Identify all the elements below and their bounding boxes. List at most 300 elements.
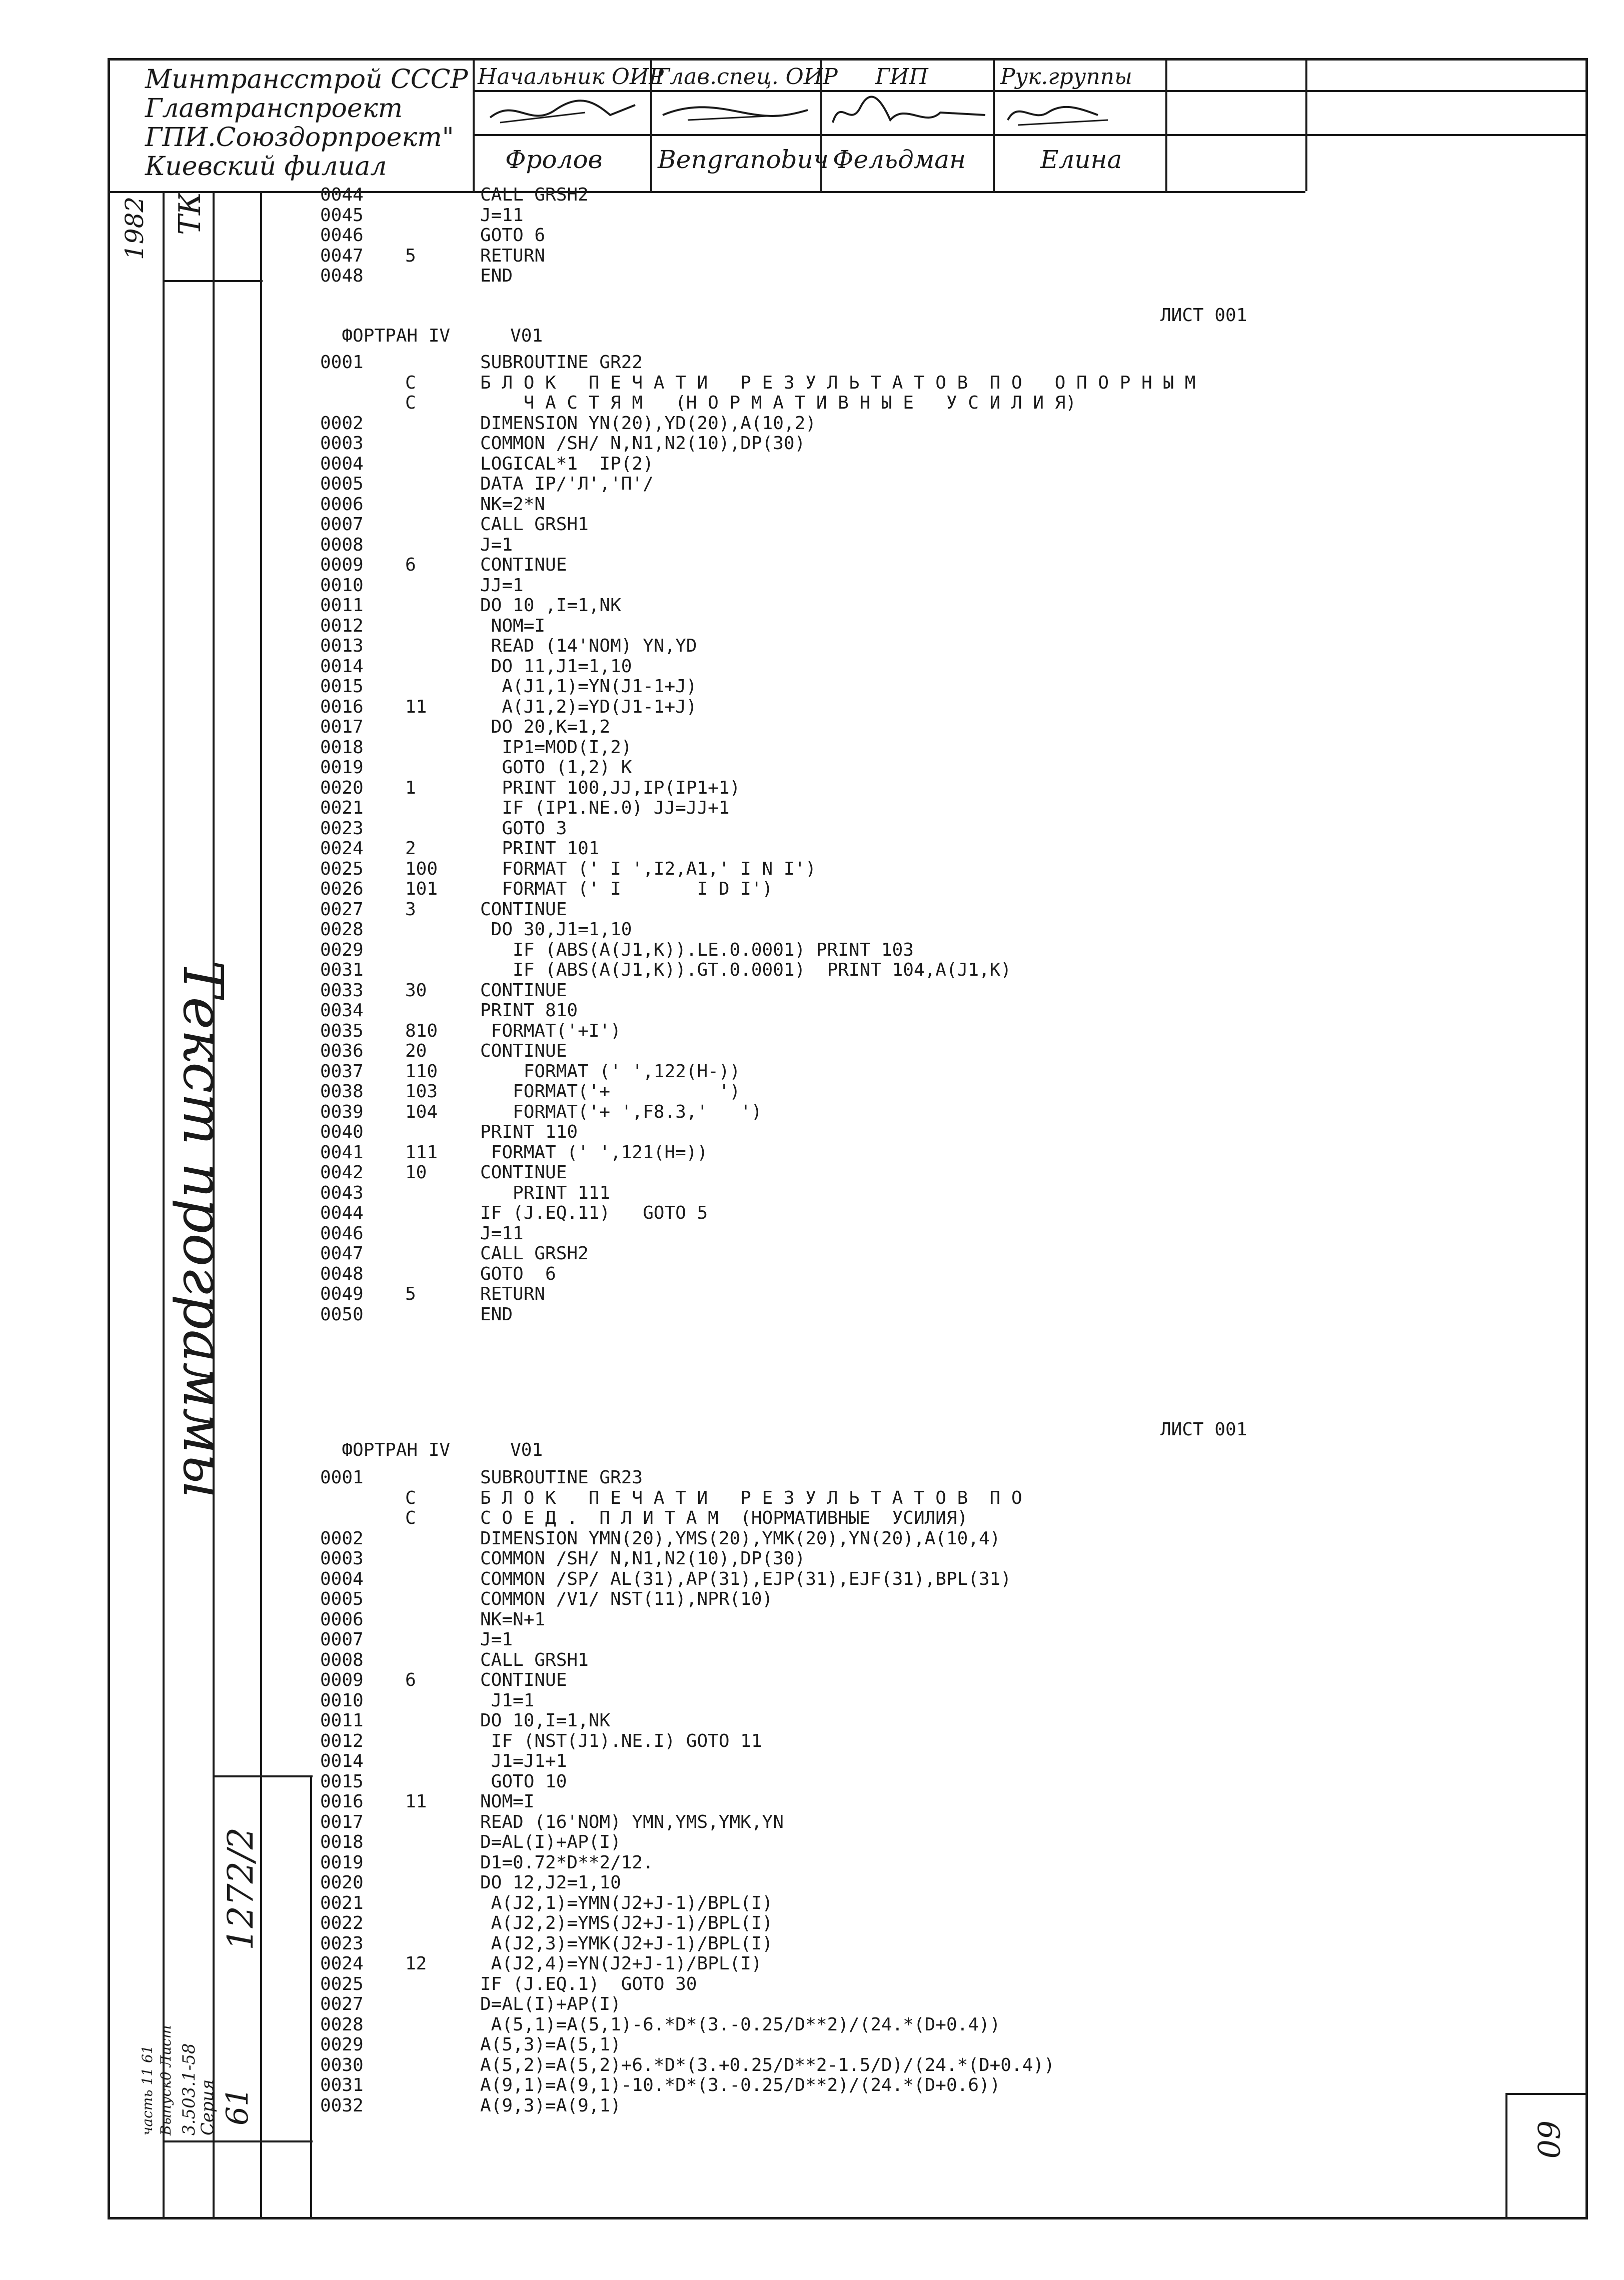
line-number: 0033 (320, 980, 364, 1001)
code-line (320, 920, 1195, 940)
org-line: Минтрансстрой СССР (145, 65, 468, 95)
statement-text: GOTO 10 (480, 1771, 567, 1792)
statement-label: 30 (405, 980, 427, 1001)
statement-text: SUBROUTINE GR23 (480, 1467, 643, 1488)
statement-text: A(5,2)=A(5,2)+6.*D*(3.+0.25/D**2-1.5/D)/(24.*(D+0.4)) (480, 2054, 1055, 2075)
signature (658, 93, 818, 133)
code-line (320, 940, 1195, 961)
statement-text: A(J2,1)=YMN(J2+J-1)/BPL(I) (480, 1892, 773, 1913)
statement-text: D=AL(I)+AP(I) (480, 1832, 621, 1852)
line-number: 0021 (320, 1892, 364, 1913)
line-number: 0016 (320, 696, 364, 717)
code-line (320, 1508, 1055, 1529)
code-line (320, 1630, 1055, 1650)
statement-label: 5 (405, 245, 416, 266)
statement-text: FORMAT (' I ',I2,A1,' I N I') (480, 858, 816, 879)
statement-text: J1=1 (480, 1690, 535, 1711)
statement-text: LOGICAL*1 IP(2) (480, 453, 654, 474)
line-number: 0010 (320, 575, 364, 596)
statement-text: IP1=MOD(I,2) (480, 737, 632, 758)
statement-text: IF (J.EQ.1) GOTO 30 (480, 1973, 697, 1994)
statement-label: 6 (405, 555, 416, 575)
statement-label: 11 (405, 696, 427, 717)
margin-line (310, 1775, 312, 2219)
statement-text: CALL GRSH1 (480, 1649, 589, 1670)
statement-text: A(5,3)=A(5,1) (480, 2034, 621, 2055)
statement-text: A(J1,1)=YN(J1-1+J) (480, 676, 697, 697)
line-number: 0012 (320, 1730, 364, 1751)
code-line (320, 1974, 1055, 1995)
code-line (320, 1913, 1055, 1934)
line-number: 0027 (320, 1994, 364, 2014)
code-line (320, 778, 1195, 799)
code-line (320, 266, 589, 287)
code-line (320, 819, 1195, 839)
statement-text: A(J1,2)=YD(J1-1+J) (480, 696, 697, 717)
code-line (320, 246, 589, 267)
line-number: 0001 (320, 1467, 364, 1488)
statement-label: C (405, 393, 416, 413)
code-line (320, 515, 1195, 535)
line-number: 0014 (320, 656, 364, 677)
statement-text: J=11 (480, 1223, 524, 1244)
code-line (320, 1650, 1055, 1671)
code-line (320, 1082, 1195, 1102)
line-number: 0029 (320, 939, 364, 960)
statement-label: 10 (405, 1162, 427, 1183)
line-number: 0015 (320, 676, 364, 697)
code-line (320, 2096, 1055, 2116)
code-line (320, 1264, 1195, 1285)
line-number: 0047 (320, 1243, 364, 1264)
line-number: 0038 (320, 1081, 364, 1102)
code-line (320, 495, 1195, 515)
code-line (320, 353, 1195, 373)
line-number: 0028 (320, 2014, 364, 2035)
statement-text: NK=2*N (480, 494, 546, 515)
line-number: 0048 (320, 266, 364, 286)
line-number: 0044 (320, 1203, 364, 1223)
statement-text: CONTINUE (480, 899, 567, 920)
code-line (320, 2075, 1055, 2096)
statement-text: NK=N+1 (480, 1609, 546, 1630)
line-number: 0034 (320, 1000, 364, 1021)
statement-text: READ (16'NOM) YMN,YMS,YMK,YN (480, 1811, 784, 1832)
statement-text: DATA IP/'Л','П'/ (480, 474, 654, 494)
statement-text: COMMON /V1/ NST(11),NPR(10) (480, 1589, 773, 1609)
line-number: 0013 (320, 636, 364, 656)
code-line (320, 636, 1195, 657)
role-header: Рук.группы (1000, 64, 1132, 90)
statement-text: DO 30,J1=1,10 (480, 919, 632, 940)
statement-text: CALL GRSH2 (480, 1243, 589, 1264)
statement-text: PRINT 100,JJ,IP(IP1+1) (480, 777, 741, 798)
code-line (320, 414, 1195, 434)
line-number: 0014 (320, 1751, 364, 1771)
code-line (320, 576, 1195, 596)
code-line (320, 1284, 1195, 1305)
statement-text: IF (J.EQ.11) GOTO 5 (480, 1203, 708, 1223)
line-number: 0004 (320, 1568, 364, 1589)
code-line (320, 1549, 1055, 1569)
line-number: 0002 (320, 1528, 364, 1549)
code-block-0 (320, 185, 589, 287)
code-line (320, 474, 1195, 495)
line-number: 0037 (320, 1061, 364, 1082)
code-line (320, 1468, 1055, 1488)
statement-label: 12 (405, 1953, 427, 1974)
line-number: 0048 (320, 1263, 364, 1284)
code-line (320, 2015, 1055, 2035)
code-line (320, 1994, 1055, 2015)
margin-line (163, 2140, 313, 2142)
statement-label: 111 (405, 1142, 438, 1163)
statement-text: DO 10 ,I=1,NK (480, 595, 621, 616)
statement-text: A(9,3)=A(9,1) (480, 2095, 621, 2116)
code-line (320, 1812, 1055, 1833)
compiler-name: ФОРТРАН IV (342, 326, 451, 346)
listing-header (320, 1419, 543, 1460)
statement-text: RETURN (480, 1284, 546, 1304)
code-line (320, 2055, 1055, 2076)
code-line (320, 697, 1195, 718)
statement-text: D1=0.72*D**2/12. (480, 1852, 654, 1873)
code-line (320, 393, 1195, 414)
line-number: 0005 (320, 1589, 364, 1609)
statement-text: A(J2,3)=YMK(J2+J-1)/BPL(I) (480, 1933, 773, 1954)
line-number: 0045 (320, 205, 364, 226)
statement-text: J=1 (480, 534, 513, 555)
line-number: 0012 (320, 615, 364, 636)
page-number: 60 (1530, 2120, 1565, 2159)
code-line (320, 1853, 1055, 1873)
statement-text: PRINT 810 (480, 1000, 578, 1021)
line-number: 0032 (320, 2095, 364, 2116)
statement-text: IF (NST(J1).NE.I) GOTO 11 (480, 1730, 762, 1751)
statement-text: END (480, 266, 513, 286)
statement-text: IF (IP1.NE.0) JJ=JJ+1 (480, 798, 730, 818)
statement-text: READ (14'NOM) YN,YD (480, 636, 697, 656)
line-number: 0027 (320, 899, 364, 920)
code-line (320, 1873, 1055, 1893)
line-number: 0043 (320, 1182, 364, 1203)
code-line (320, 677, 1195, 697)
line-number: 0006 (320, 1609, 364, 1630)
code-line (320, 738, 1195, 758)
line-number: 0011 (320, 595, 364, 616)
statement-label: 103 (405, 1081, 438, 1102)
line-number: 0039 (320, 1101, 364, 1122)
code-block-2 (320, 1468, 1055, 2116)
role-header: Глав.спец. ОИР (655, 64, 838, 90)
statement-text: IF (ABS(A(J1,K)).GT.0.0001) PRINT 104,A(J1,K) (480, 960, 1012, 980)
statement-label: C (405, 1508, 416, 1528)
statement-text: NOM=I (480, 615, 546, 636)
line-number: 0041 (320, 1142, 364, 1163)
statement-text: CONTINUE (480, 980, 567, 1001)
line-number: 0009 (320, 1670, 364, 1690)
code-line (320, 1589, 1055, 1610)
margin-line (163, 280, 263, 282)
signature (485, 93, 645, 133)
code-line (320, 1934, 1055, 1954)
signer-name: Вengranobич (658, 145, 829, 174)
statement-label: 810 (405, 1020, 438, 1041)
statement-text: Б Л О К П Е Ч А Т И Р Е З У Л Ь Т А Т О В П О (480, 1487, 1022, 1508)
compiler-version: V01 (510, 1440, 543, 1460)
statement-text: PRINT 111 (480, 1182, 611, 1203)
code-line (320, 555, 1195, 576)
statement-text: J1=J1+1 (480, 1751, 567, 1771)
org-line: Киевский филиал (145, 152, 387, 182)
statement-text: CALL GRSH2 (480, 185, 589, 205)
signer-name: Фельдман (833, 145, 966, 174)
line-number: 0020 (320, 1872, 364, 1893)
code-line (320, 1305, 1195, 1325)
line-number: 0007 (320, 514, 364, 535)
statement-text: CONTINUE (480, 1041, 567, 1061)
code-line (320, 1143, 1195, 1163)
code-line (320, 1224, 1195, 1244)
statement-text: A(J2,4)=YN(J2+J-1)/BPL(I) (480, 1953, 762, 1974)
statement-text: J=1 (480, 1629, 513, 1650)
statement-label: 3 (405, 899, 416, 920)
statement-label: 6 (405, 1670, 416, 1690)
statement-label: 2 (405, 838, 416, 859)
statement-text: FORMAT (' ',122(H-)) (480, 1061, 741, 1082)
statement-label: 11 (405, 1791, 427, 1812)
statement-text: DO 11,J1=1,10 (480, 656, 632, 677)
statement-text: END (480, 1304, 513, 1325)
statement-label: 104 (405, 1101, 438, 1122)
line-number: 0046 (320, 225, 364, 246)
line-number: 0018 (320, 737, 364, 758)
line-number: 0016 (320, 1791, 364, 1812)
statement-text: Ч А С Т Я М (Н О Р М А Т И В Н Ы Е У С И Л И Я) (480, 393, 1077, 413)
line-number: 0017 (320, 717, 364, 737)
statement-text: DO 12,J2=1,10 (480, 1872, 621, 1893)
line-number: 0002 (320, 413, 364, 434)
code-line (320, 1711, 1055, 1731)
statement-text: FORMAT('+ ') (480, 1081, 741, 1102)
listing-header (320, 305, 543, 346)
code-line (320, 206, 589, 226)
line-number: 0011 (320, 1710, 364, 1731)
statement-label: 100 (405, 858, 438, 879)
line-number: 0021 (320, 798, 364, 818)
statement-text: CONTINUE (480, 1162, 567, 1183)
statement-text: JJ=1 (480, 575, 524, 596)
line-number: 0005 (320, 474, 364, 494)
statement-text: FORMAT (' I I D I') (480, 879, 773, 899)
statement-text: J=11 (480, 205, 524, 226)
code-line (320, 1062, 1195, 1082)
signature (998, 93, 1158, 133)
line-number: 0022 (320, 1913, 364, 1933)
line-number: 0031 (320, 2075, 364, 2095)
statement-text: PRINT 101 (480, 838, 600, 859)
line-number: 0020 (320, 777, 364, 798)
code-line (320, 1102, 1195, 1123)
line-number: 0006 (320, 494, 364, 515)
compiler-name: ФОРТРАН IV (342, 1440, 451, 1460)
sheet-number-small: 61 (220, 2087, 255, 2125)
statement-label: C (405, 372, 416, 393)
statement-text: DO 20,K=1,2 (480, 717, 611, 737)
statement-text: SUBROUTINE GR22 (480, 352, 643, 373)
code-line (320, 434, 1195, 454)
statement-label: 20 (405, 1041, 427, 1061)
code-line (320, 1041, 1195, 1062)
code-line (320, 1670, 1055, 1691)
statement-text: CONTINUE (480, 555, 567, 575)
statement-label: 5 (405, 1284, 416, 1304)
code-line (320, 1772, 1055, 1792)
statement-text: FORMAT (' ',121(H=)) (480, 1142, 708, 1163)
statement-text: COMMON /SH/ N,N1,N2(10),DP(30) (480, 1548, 806, 1569)
line-number: 0044 (320, 185, 364, 205)
statement-text: FORMAT('+ ',F8.3,' ') (480, 1101, 762, 1122)
code-line (320, 1832, 1055, 1853)
signature (825, 93, 990, 133)
code-line (320, 1203, 1195, 1224)
code-line (320, 1183, 1195, 1204)
code-line (320, 1529, 1055, 1549)
code-line (320, 960, 1195, 981)
code-line (320, 1163, 1195, 1183)
role-header: Начальник ОИР (478, 64, 664, 90)
statement-text: CONTINUE (480, 1670, 567, 1690)
code-line (320, 1751, 1055, 1772)
code-line (320, 1569, 1055, 1590)
line-number: 0050 (320, 1304, 364, 1325)
line-number: 0025 (320, 1973, 364, 1994)
code-line (320, 2035, 1055, 2055)
statement-text: GOTO (1,2) K (480, 757, 632, 778)
statement-label: 110 (405, 1061, 438, 1082)
margin-line (163, 191, 165, 2219)
line-number: 0031 (320, 960, 364, 980)
document-number: 1272/2 (220, 1827, 261, 1950)
code-line (320, 1610, 1055, 1630)
statement-text: GOTO 6 (480, 225, 546, 246)
line-number: 0008 (320, 1649, 364, 1670)
statement-text: RETURN (480, 245, 546, 266)
sheet-label: ЛИСТ 001 (1160, 1419, 1247, 1440)
line-number: 0009 (320, 555, 364, 575)
statement-label: 101 (405, 879, 438, 899)
side-title: Текст программы (171, 960, 235, 1499)
statement-text: CALL GRSH1 (480, 514, 589, 535)
code-line (320, 1792, 1055, 1812)
line-number: 0042 (320, 1162, 364, 1183)
code-line (320, 454, 1195, 475)
statement-text: COMMON /SP/ AL(31),AP(31),EJP(31),EJF(31),BPL(31) (480, 1568, 1012, 1589)
code-line (320, 1122, 1195, 1143)
code-line (320, 879, 1195, 900)
code-line (320, 1893, 1055, 1914)
code-line (320, 596, 1195, 616)
line-number: 0019 (320, 757, 364, 778)
code-line (320, 1488, 1055, 1509)
line-number: 0023 (320, 818, 364, 839)
statement-text: GOTO 6 (480, 1263, 556, 1284)
statement-text: DIMENSION YMN(20),YMS(20),YMK(20),YN(20),A(10,4) (480, 1528, 1001, 1549)
code-line (320, 839, 1195, 859)
compiler-version: V01 (510, 326, 543, 346)
line-number: 0023 (320, 1933, 364, 1954)
code-line (320, 717, 1195, 738)
line-number: 0008 (320, 534, 364, 555)
code-line (320, 1021, 1195, 1042)
line-number: 0036 (320, 1041, 364, 1061)
statement-text: D=AL(I)+AP(I) (480, 1994, 621, 2014)
code-line (320, 798, 1195, 819)
code-block-1 (320, 353, 1195, 1325)
margin-line (213, 1775, 313, 1777)
sheet-label: ЛИСТ 001 (1160, 305, 1247, 326)
line-number: 0035 (320, 1020, 364, 1041)
statement-text: Б Л О К П Е Ч А Т И Р Е З У Л Ь Т А Т О В П О О П О Р Н Ы М (480, 372, 1196, 393)
org-line: Главтранспроект (145, 94, 403, 124)
code-line (320, 373, 1195, 394)
year-label: 1982 (120, 196, 149, 260)
line-number: 0015 (320, 1771, 364, 1792)
role-header: ГИП (875, 64, 928, 90)
line-number: 0001 (320, 352, 364, 373)
line-number: 0026 (320, 879, 364, 899)
signer-name: Фролов (505, 145, 603, 174)
statement-text: IF (ABS(A(J1,K)).LE.0.0001) PRINT 103 (480, 939, 914, 960)
code-line (320, 859, 1195, 880)
line-number: 0007 (320, 1629, 364, 1650)
signer-name: Елина (1040, 145, 1122, 174)
statement-text: DIMENSION YN(20),YD(20),A(10,2) (480, 413, 816, 434)
statement-text: PRINT 110 (480, 1122, 578, 1142)
line-number: 0003 (320, 433, 364, 454)
line-number: 0040 (320, 1122, 364, 1142)
line-number: 0003 (320, 1548, 364, 1569)
org-line: ГПИ.Союздорпроект" (145, 123, 454, 153)
statement-label: 1 (405, 777, 416, 798)
statement-text: A(9,1)=A(9,1)-10.*D*(3.-0.25/D**2)/(24.*(D+0.6)) (480, 2075, 1001, 2095)
code-line (320, 1731, 1055, 1752)
code-line (320, 226, 589, 246)
line-number: 0030 (320, 2054, 364, 2075)
statement-text: A(J2,2)=YMS(J2+J-1)/BPL(I) (480, 1913, 773, 1933)
line-number: 0028 (320, 919, 364, 940)
statement-text: С О Е Д . П Л И Т А М (НОРМАТИВНЫЕ УСИЛИЯ) (480, 1508, 968, 1528)
code-line (320, 981, 1195, 1001)
line-number: 0049 (320, 1284, 364, 1304)
code-line (320, 657, 1195, 677)
statement-text: COMMON /SH/ N,N1,N2(10),DP(30) (480, 433, 806, 454)
statement-text: FORMAT('+I') (480, 1020, 621, 1041)
line-number: 0029 (320, 2034, 364, 2055)
line-number: 0017 (320, 1811, 364, 1832)
code-line (320, 1001, 1195, 1021)
code-line (320, 900, 1195, 920)
statement-text: GOTO 3 (480, 818, 567, 839)
line-number: 0024 (320, 1953, 364, 1974)
code-line (320, 1954, 1055, 1974)
statement-text: A(5,1)=A(5,1)-6.*D*(3.-0.25/D**2)/(24.*(D+0.4)) (480, 2014, 1001, 2035)
line-number: 0018 (320, 1832, 364, 1852)
line-number: 0047 (320, 245, 364, 266)
statement-label: C (405, 1487, 416, 1508)
tk-label: ТК (173, 192, 208, 235)
statement-text: DO 10,I=1,NK (480, 1710, 611, 1731)
